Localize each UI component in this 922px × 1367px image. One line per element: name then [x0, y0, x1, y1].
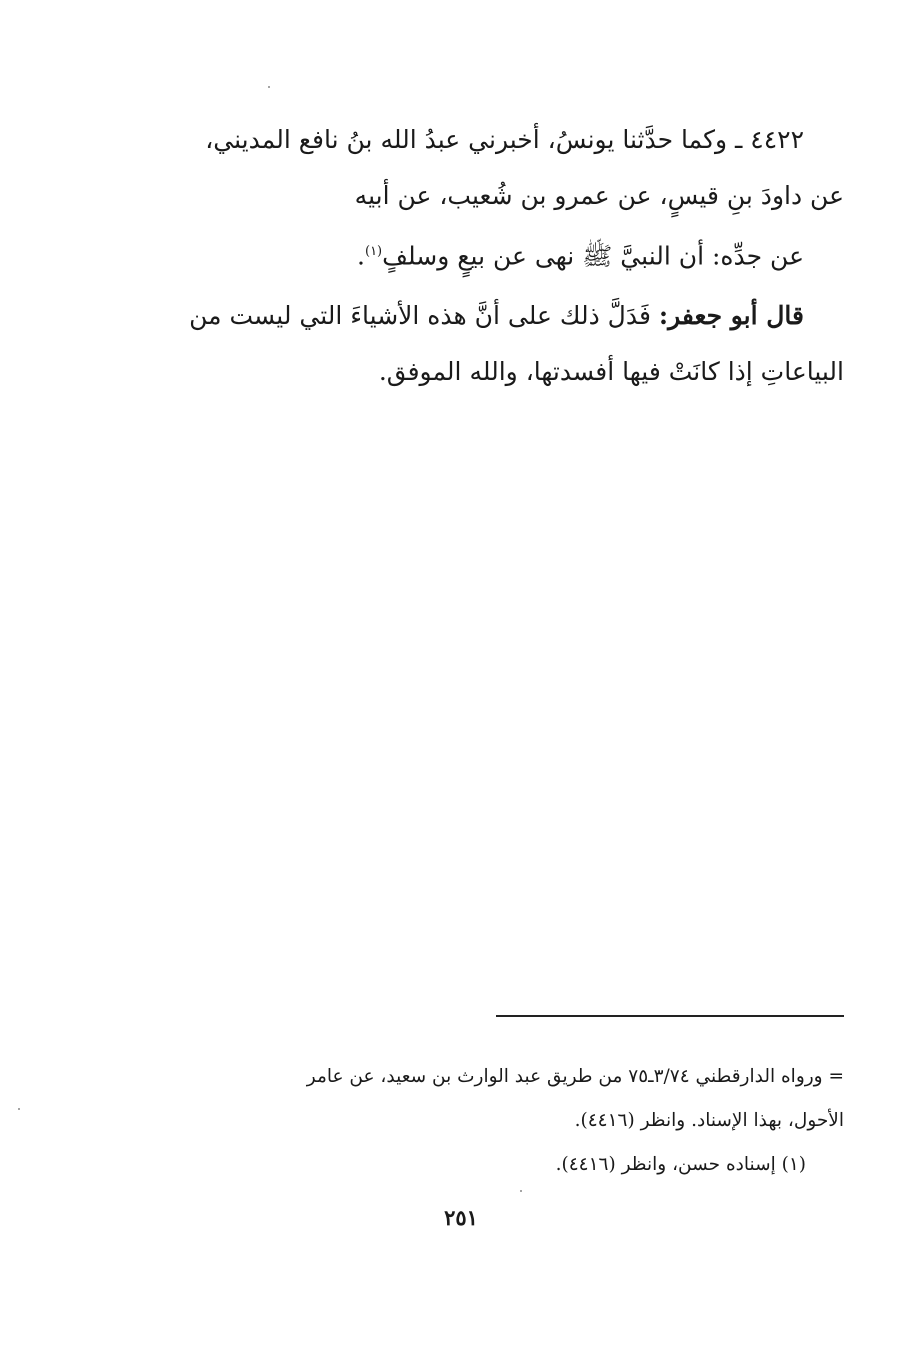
- footnote-continued-line-2: الأحول، بهذا الإسناد. وانظر (٤٤١٦).: [574, 1110, 844, 1131]
- scan-speck: [18, 1108, 20, 1110]
- commentary-line-2: البياعاتِ إذا كانَتْ فيها أفسدتها، والله الموفق.: [378, 357, 844, 387]
- footnote-reference[interactable]: (١): [364, 244, 383, 259]
- scan-speck: [520, 1190, 522, 1192]
- commentary-line-1-text: فَدَلَّ ذلك على أنَّ هذه الأشياءَ التي ليست من: [189, 301, 659, 331]
- hadith-line-1: ٤٤٢٢ ـ وكما حدَّثنا يونسُ، أخبرني عبدُ الله بنُ نافع المديني،: [205, 125, 804, 154]
- hadith-line-3-end: .: [357, 241, 365, 271]
- commentary-speaker: قال أبو جعفر:: [658, 301, 804, 331]
- scan-speck: [268, 86, 270, 88]
- footnote-separator: [496, 1015, 844, 1017]
- commentary-line-1: [134, 288, 844, 344]
- page-number: ٢٥١: [444, 1205, 478, 1230]
- footnotes-block: [134, 1055, 844, 1187]
- hadith-line-3-text: عن جدِّه: أن النبيَّ ﷺ نهى عن بيعٍ وسلفٍ: [382, 241, 804, 271]
- footnote-1: (١) إسناده حسن، وانظر (٤٤١٦).: [555, 1154, 806, 1175]
- main-text-block: [134, 112, 844, 400]
- footnote-continued-line-1: = ورواه الدارقطني ٣/٧٤ـ٧٥ من طريق عبد الوارث بن سعيد، عن عامر: [306, 1066, 844, 1087]
- hadith-line-2: عن داودَ بنِ قيسٍ، عن عمرو بن شُعيب، عن أبيه: [354, 181, 844, 210]
- hadith-line-3: [134, 224, 844, 284]
